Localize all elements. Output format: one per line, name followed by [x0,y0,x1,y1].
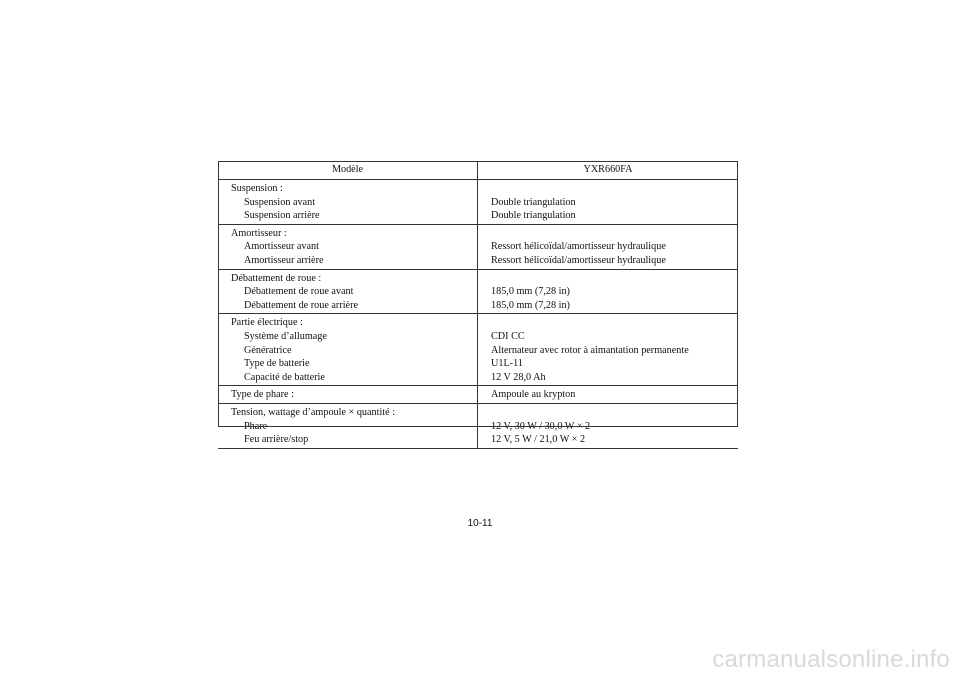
item-value: Alternateur avec rotor à aimantation permanente [491,344,689,356]
header-model-label: Modèle [218,161,478,180]
item-value: 12 V, 30 W / 30,0 W × 2 [491,420,591,432]
item-label: Système d’allumage [244,330,327,342]
item-label: Capacité de batterie [244,371,325,383]
group-tension-wattage [218,403,738,448]
item-value: Ampoule au krypton [491,389,576,401]
item-value: 185,0 mm (7,28 in) [491,286,570,298]
item-label: Suspension arrière [244,210,320,222]
item-label: Débattement de roue arrière [244,299,358,311]
group-type-de-phare [218,386,738,404]
item-label: Suspension avant [244,196,316,208]
group-suspension [218,180,738,225]
item-value: 12 V 28,0 Ah [491,371,546,383]
item-value: 12 V, 5 W / 21,0 W × 2 [491,434,586,446]
item-label: Amortisseur avant [244,241,319,253]
item-label: Amortisseur arrière [244,254,324,266]
group-partie-electrique [218,314,738,386]
page-number: 10-11 [467,518,493,529]
header-model-value: YXR660FA [478,161,739,180]
item-value: Ressort hélicoïdal/amortisseur hydraulique [491,254,666,266]
item-label: Feu arrière/stop [244,434,309,446]
table-header-row [218,161,738,180]
item-label: Génératrice [244,344,292,356]
item-value: U1L-11 [491,358,523,370]
group-label: Tension, wattage d’ampoule × quantité : [231,406,396,418]
item-label: Type de batterie [244,358,310,370]
group-label: Débattement de roue : [231,272,322,284]
item-value: Double triangulation [491,196,576,208]
group-amortisseur [218,224,738,269]
group-label: Suspension : [231,183,283,194]
watermark: carmanualsonline.info [712,646,950,673]
item-value: Double triangulation [491,210,576,222]
group-label: Amortisseur : [231,227,287,239]
item-label: Débattement de roue avant [244,286,354,298]
spec-table [218,161,738,449]
group-label: Type de phare : [231,389,294,401]
group-debattement [218,269,738,314]
item-value: CDI CC [491,330,525,342]
group-label: Partie électrique : [231,317,303,329]
item-value: 185,0 mm (7,28 in) [491,299,570,311]
item-label: Phare [244,420,268,432]
item-value: Ressort hélicoïdal/amortisseur hydraulique [491,241,666,253]
